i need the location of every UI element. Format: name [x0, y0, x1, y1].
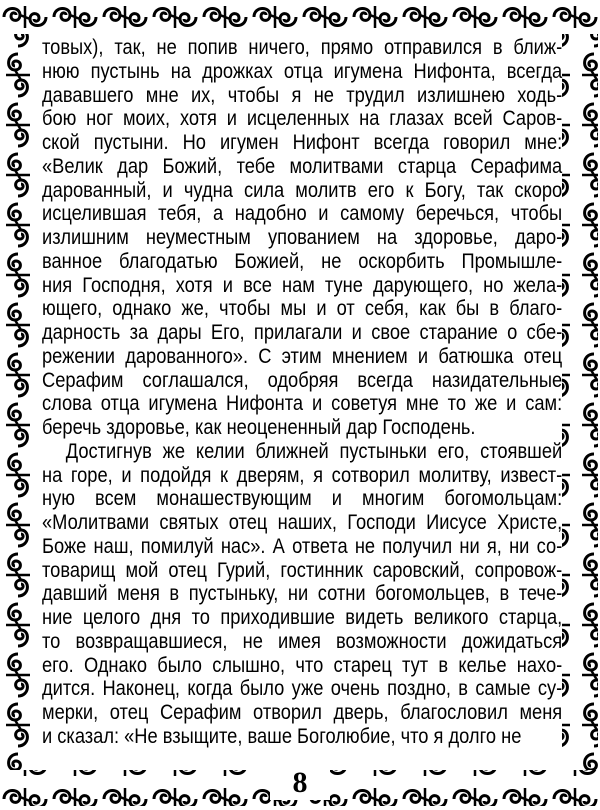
text-line: исцелившая тебя, а надобно и самому беречься, чтобы: [42, 201, 563, 226]
text-line: дится. Наконец, когда было уже очень поздно, в самые су-: [42, 676, 563, 701]
text-line: ния Господня, хотя и все нам туне дарующего, но жела-: [42, 272, 563, 297]
border-left: [2, 34, 38, 770]
text-line: беречь здоровье, как неоцененный дар Господень.: [42, 415, 476, 439]
text-line: на горе, и подойдя к дверям, я сотворил молитву, извест-: [42, 462, 563, 487]
text-line: «Велик дар Божий, тебе молитвами старца Серафима: [42, 153, 563, 178]
text-line: излишним неуместным упованием на здоровье, даро-: [42, 225, 563, 249]
page-number: 8: [270, 766, 330, 800]
text-line: и сказал: «Не взыщите, ваше Боголюбие, что я долго не: [42, 723, 522, 748]
text-line: Серафим соглашался, одобряя всегда назидательные: [42, 367, 563, 392]
text-line: бою ног моих, хотя и исцеленных на глазах всей Саров-: [42, 106, 563, 131]
text-line: ванное благодатью Божией, не оскорбить Промышле-: [42, 248, 563, 273]
text-line: нюю пустынь на дрожках отца игумена Нифонта, всегда: [42, 58, 563, 83]
text-line: Достигнув же келии ближней пустыньки его, стоявшей: [65, 438, 563, 463]
text-line: ской пустыни. Но игумен Нифонт всегда говорил мне:: [42, 130, 563, 154]
text-line: слова отца игумена Нифонта и советуя мне то же и сам:: [42, 391, 563, 416]
text-line: то возвращавшиеся, не имея возможности дожидаться: [42, 628, 563, 653]
text-line: дававшего мне их, чтобы я не трудил излишнею ходь-: [42, 82, 563, 107]
text-line: режении дарованного». С этим мнением и батюшка отец: [42, 343, 563, 368]
text-line: ную всем монашествующим и многим богомольцам:: [42, 486, 563, 511]
text-line: давший меня в пустыньку, ни сотни богомольцев, в тече-: [42, 581, 563, 606]
text-line: ющего, однако же, чтобы мы и от себя, как бы в благо-: [42, 296, 563, 321]
text-line: товарищ мой отец Гурий, гостинник саровский, сопровож-: [42, 557, 563, 582]
text-line: его. Однако было слышно, что старец тут в келье нахо-: [42, 652, 563, 677]
text-line: «Молитвами святых отец наших, Господи Иисусе Христе,: [42, 510, 563, 534]
text-line: дарность за дары Его, прилагали и свое старание о сбе-: [42, 320, 563, 344]
border-top: [0, 0, 600, 34]
text-line: дарованный, и чудна сила молитв его к Богу, так скоро: [42, 177, 563, 202]
text-line: мерки, отец Серафим отворил дверь, благословил меня: [42, 700, 563, 724]
border-right: [562, 34, 598, 770]
text-line: Боже наш, помилуй нас». А ответа не получил ни я, ни со-: [42, 533, 563, 558]
body-text: [42, 36, 562, 749]
text-line: ние целого дня то приходившие видеть великого старца,: [42, 605, 563, 629]
text-line: товых), так, не попив ничего, прямо отправился в ближ-: [42, 35, 563, 59]
